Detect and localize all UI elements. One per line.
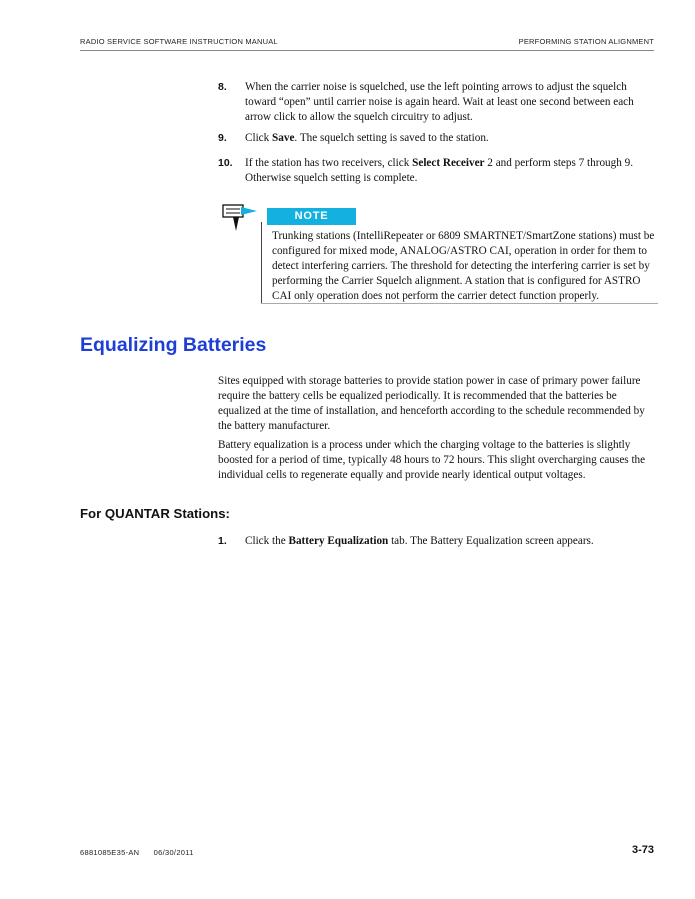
note-label: NOTE	[267, 208, 356, 225]
save-label: Save	[272, 132, 295, 144]
section-heading: Equalizing Batteries	[80, 334, 267, 356]
section-paragraph-1: Sites equipped with storage batteries to provide station power in case of primary power failure require the battery cells be equalized periodically. It is recommended that the batteries be equalized at the time of installation, and henceforth according to the schedule recommended by the battery manufacturer.	[218, 375, 645, 432]
step-10	[218, 156, 656, 186]
running-header-left: RADIO SERVICE SOFTWARE INSTRUCTION MANUAL	[80, 37, 278, 46]
step-1	[218, 534, 656, 549]
header-divider	[80, 50, 654, 51]
step-text: If the station has two receivers, click Select Receiver 2 and perform steps 7 through 9. Otherwise squelch setting is complete.	[245, 157, 634, 184]
step-text: When the carrier noise is squelched, use the left pointing arrows to adjust the squelch toward “open” until carrier noise is again heard. Wait at least one second between each arrow click to allow the squelch circuitry to adjust.	[245, 81, 634, 123]
running-header-right: PERFORMING STATION ALIGNMENT	[518, 37, 654, 46]
step-9	[218, 131, 656, 146]
note-bottom-rule	[261, 303, 658, 304]
step-text: Click Save. The squelch setting is saved to the station.	[245, 132, 489, 144]
page-number: 3-73	[631, 844, 654, 856]
step-number: 1.	[218, 535, 227, 547]
step-8	[218, 80, 656, 125]
step-number: 8.	[218, 81, 227, 93]
battery-equalization-label: Battery Equalization	[288, 535, 389, 547]
note-side-rule	[261, 222, 262, 304]
footer-doc-id: 6881085E35-AN 06/30/2011	[80, 848, 194, 857]
note-text: Trunking stations (IntelliRepeater or 6809 SMARTNET/SmartZone stations) must be configured for mixed mode, ANALOG/ASTRO CAI, operation in order for them to detect interfering carriers. The threshold for detecting the interfering carrier is set by performing the Carrier Squelch alignment. A station that is configured for ASTRO CAI only operation does not perform the carrier detect function properly.	[272, 230, 655, 302]
section-paragraph-2: Battery equalization is a process under which the charging voltage to the batteries is slightly boosted for a period of time, typically 48 hours to 72 hours. This slight overcharging causes the individual cells to regenerate equally and provide nearly identical output voltages.	[218, 439, 646, 481]
note-pencil-icon	[219, 201, 259, 233]
select-receiver-label: Select Receiver	[412, 157, 485, 169]
step-number: 10.	[218, 157, 233, 169]
step-number: 9.	[218, 132, 227, 144]
subsection-heading: For QUANTAR Stations:	[80, 506, 230, 521]
step-text: Click the Battery Equalization tab. The Battery Equalization screen appears.	[245, 535, 594, 547]
